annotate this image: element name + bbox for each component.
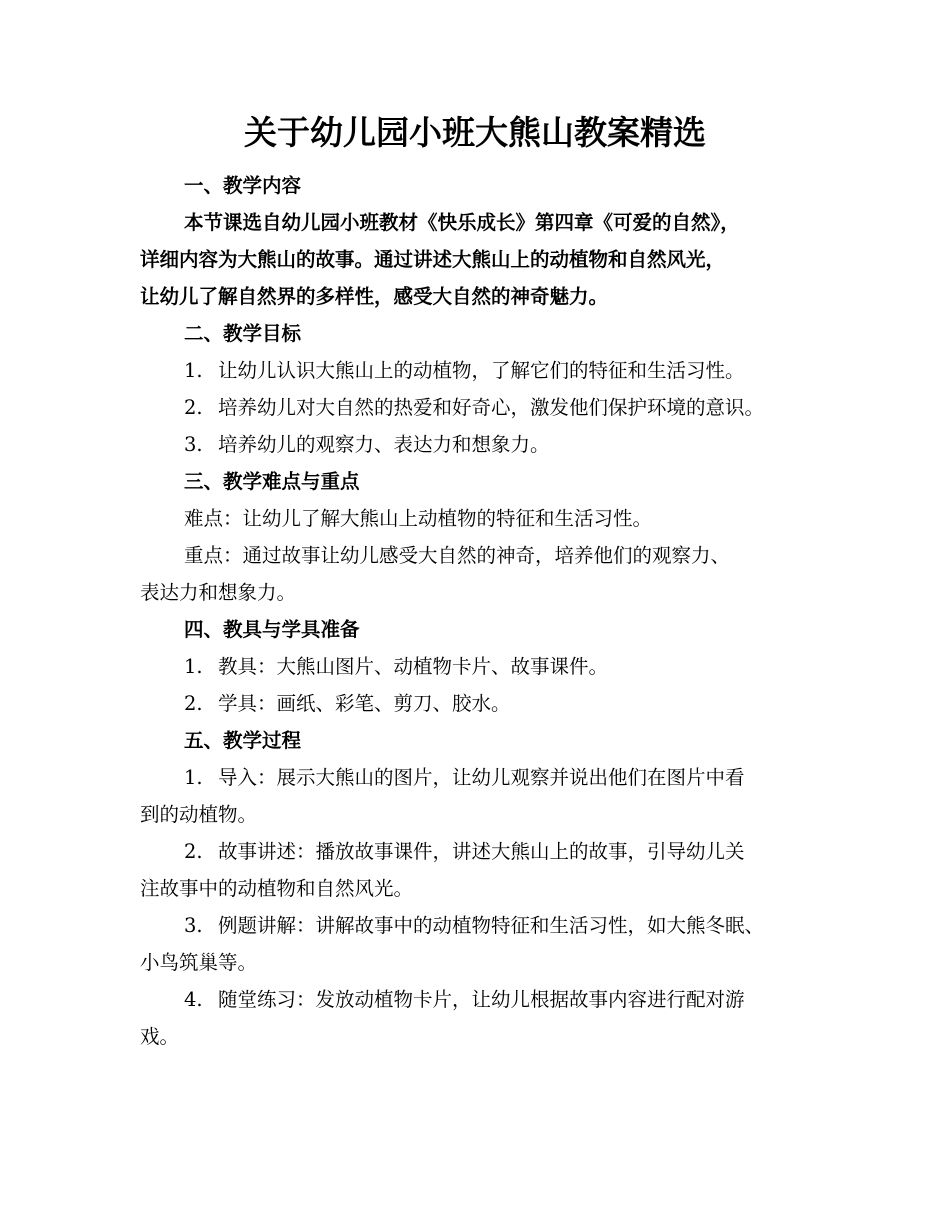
list-text: 导入：展示大熊山的图片，让幼儿观察并说出他们在图片中看: [218, 766, 745, 789]
list-text: 培养幼儿的观察力、表达力和想象力。: [218, 433, 550, 456]
list-text: 让幼儿认识大熊山上的动植物，了解它们的特征和生活习性。: [218, 359, 745, 382]
list-number: 3.: [184, 914, 203, 937]
list-item: [140, 981, 820, 1018]
section-heading-difficulty: 三、教学难点与重点: [184, 470, 360, 493]
list-text: 随堂练习：发放动植物卡片，让幼儿根据故事内容进行配对游: [218, 988, 745, 1011]
paragraph-line: 详细内容为大熊山的故事。通过讲述大熊山上的动植物和自然风光，: [140, 248, 726, 271]
list-item: [140, 389, 820, 426]
list-number: 3.: [184, 433, 203, 456]
list-number: 1.: [184, 359, 203, 382]
list-item: [140, 648, 820, 685]
list-item: [140, 352, 820, 389]
list-item-continuation: 到的动植物。: [140, 803, 258, 826]
list-number: 1.: [184, 766, 203, 789]
list-item-continuation: 小鸟筑巢等。: [140, 951, 258, 974]
list-item-continuation: 注故事中的动植物和自然风光。: [140, 877, 414, 900]
document-title: 关于幼儿园小班大熊山教案精选: [244, 113, 706, 152]
paragraph-line: 重点：通过故事让幼儿感受大自然的神奇，培养他们的观察力、: [184, 544, 731, 567]
section-heading-goals: 二、教学目标: [184, 322, 302, 345]
list-item: [140, 685, 820, 722]
list-item: [140, 426, 820, 463]
list-text: 例题讲解：讲解故事中的动植物特征和生活习性，如大熊冬眠、: [218, 914, 765, 937]
section-heading-content: 一、教学内容: [184, 174, 302, 197]
section-heading-materials: 四、教具与学具准备: [184, 618, 360, 641]
list-text: 培养幼儿对大自然的热爱和好奇心，激发他们保护环境的意识。: [218, 396, 765, 419]
list-item: [140, 759, 820, 796]
list-number: 4.: [184, 988, 203, 1011]
list-item: [140, 833, 820, 870]
list-text: 故事讲述：播放故事课件，讲述大熊山上的故事，引导幼儿关: [218, 840, 745, 863]
list-number: 2.: [184, 840, 203, 863]
paragraph-line: 让幼儿了解自然界的多样性，感受大自然的神奇魅力。: [140, 285, 609, 308]
list-item-continuation: 戏。: [140, 1025, 180, 1048]
list-number: 2.: [184, 396, 203, 419]
paragraph-line: 表达力和想象力。: [140, 581, 297, 604]
paragraph-line: 难点：让幼儿了解大熊山上动植物的特征和生活习性。: [184, 507, 653, 530]
paragraph-line: 本节课选自幼儿园小班教材《快乐成长》第四章《可爱的自然》，: [184, 211, 740, 234]
list-number: 1.: [184, 655, 203, 678]
list-text: 学具：画纸、彩笔、剪刀、胶水。: [218, 692, 511, 715]
list-item: [140, 907, 820, 944]
section-heading-process: 五、教学过程: [184, 729, 302, 752]
list-text: 教具：大熊山图片、动植物卡片、故事课件。: [218, 655, 609, 678]
list-number: 2.: [184, 692, 203, 715]
document-body: [140, 167, 820, 1055]
